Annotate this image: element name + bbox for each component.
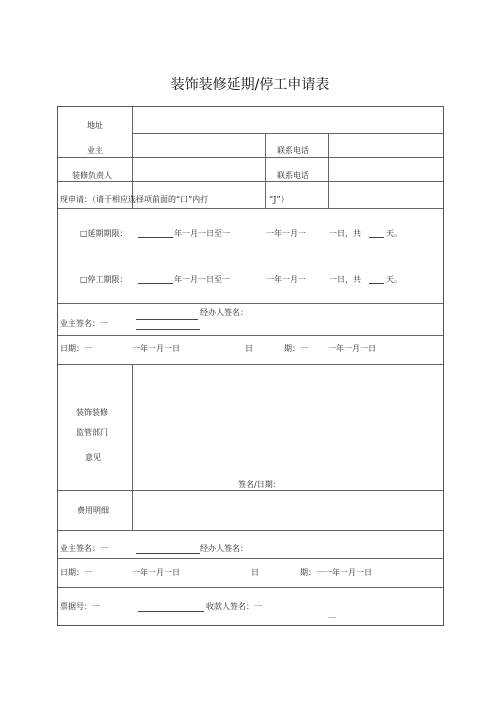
stop-checkbox-label: □停工期限： <box>80 275 128 284</box>
date-label: 日 <box>245 344 253 353</box>
row-line <box>58 587 443 588</box>
application-form <box>57 106 444 626</box>
payee-sign-label: 收款人签名：一 <box>206 602 262 611</box>
blank-line <box>138 611 204 612</box>
delay-date-start: 年一月一日至一 <box>174 229 230 238</box>
blank-line <box>369 283 384 284</box>
date-value: 一年一月一日 <box>132 344 180 353</box>
phone-label: 联系电话 <box>277 146 309 155</box>
row-line <box>132 133 444 134</box>
delay-checkbox-label: □延期期限： <box>80 229 128 238</box>
receipt-label: 票据号：一 <box>60 602 100 611</box>
blank-line <box>136 553 200 554</box>
fee-label: 费用明细 <box>77 506 109 515</box>
trailing-dash: 一 <box>328 614 336 623</box>
row-line <box>58 157 443 158</box>
row-line <box>58 558 443 559</box>
stop-unit: 天。 <box>386 275 402 284</box>
owner-sign-label: 业主签名：一 <box>60 544 108 553</box>
row-line <box>58 181 443 182</box>
blank-line <box>136 319 198 320</box>
date-label: 期：一 <box>284 344 308 353</box>
dept-label: 装饰装修 <box>76 408 108 417</box>
manager-label: 装修负责人 <box>72 171 112 180</box>
stop-date-start: 年一月一日至一 <box>174 275 230 284</box>
row-line <box>58 364 443 365</box>
row-line <box>58 530 443 531</box>
stop-total: 一日，共 <box>329 275 361 284</box>
agent-sign-label: 经办人签名： <box>200 544 248 553</box>
delay-date-end: 一年一月一 <box>266 229 306 238</box>
blank-line <box>138 237 173 238</box>
delay-total: 一日，共 <box>329 229 361 238</box>
owner-sign-label: 业主签名：一 <box>60 319 108 328</box>
blank-line <box>369 237 384 238</box>
form-title: 装饰装修延期/停工申请表 <box>170 77 330 93</box>
dept-label: 意见 <box>85 453 101 462</box>
date-value: 一年一月一日 <box>328 344 376 353</box>
col-line <box>132 364 133 530</box>
dept-label: 监管部门 <box>76 428 108 437</box>
sign-date-label: 签名/日期： <box>238 480 281 489</box>
stop-date-end: 一年一月一 <box>266 275 306 284</box>
phone-label: 联系电话 <box>277 171 309 180</box>
col-line <box>132 107 133 208</box>
row-line <box>58 303 443 304</box>
date-value: 一年一月一日 <box>132 568 180 577</box>
col-line <box>265 133 266 208</box>
address-label: 地址 <box>87 121 103 130</box>
date-label: 日期：一 <box>60 568 92 577</box>
date-label: 日 <box>251 568 259 577</box>
apply-instruction: 现申请：（请于相应选择项前面的“口”内打 <box>60 195 209 204</box>
owner-label: 业主 <box>87 146 103 155</box>
row-line <box>58 490 443 491</box>
check-mark-hint: “J”） <box>269 195 289 204</box>
delay-unit: 天。 <box>386 229 402 238</box>
col-line <box>328 133 329 208</box>
agent-sign-label: 经办人签名： <box>200 308 248 317</box>
row-line <box>58 208 443 209</box>
date-label: 日期：一 <box>60 344 92 353</box>
row-line <box>58 335 443 336</box>
blank-line <box>136 329 200 330</box>
date-value: 期：一一年一月一日 <box>300 568 372 577</box>
blank-line <box>138 283 173 284</box>
